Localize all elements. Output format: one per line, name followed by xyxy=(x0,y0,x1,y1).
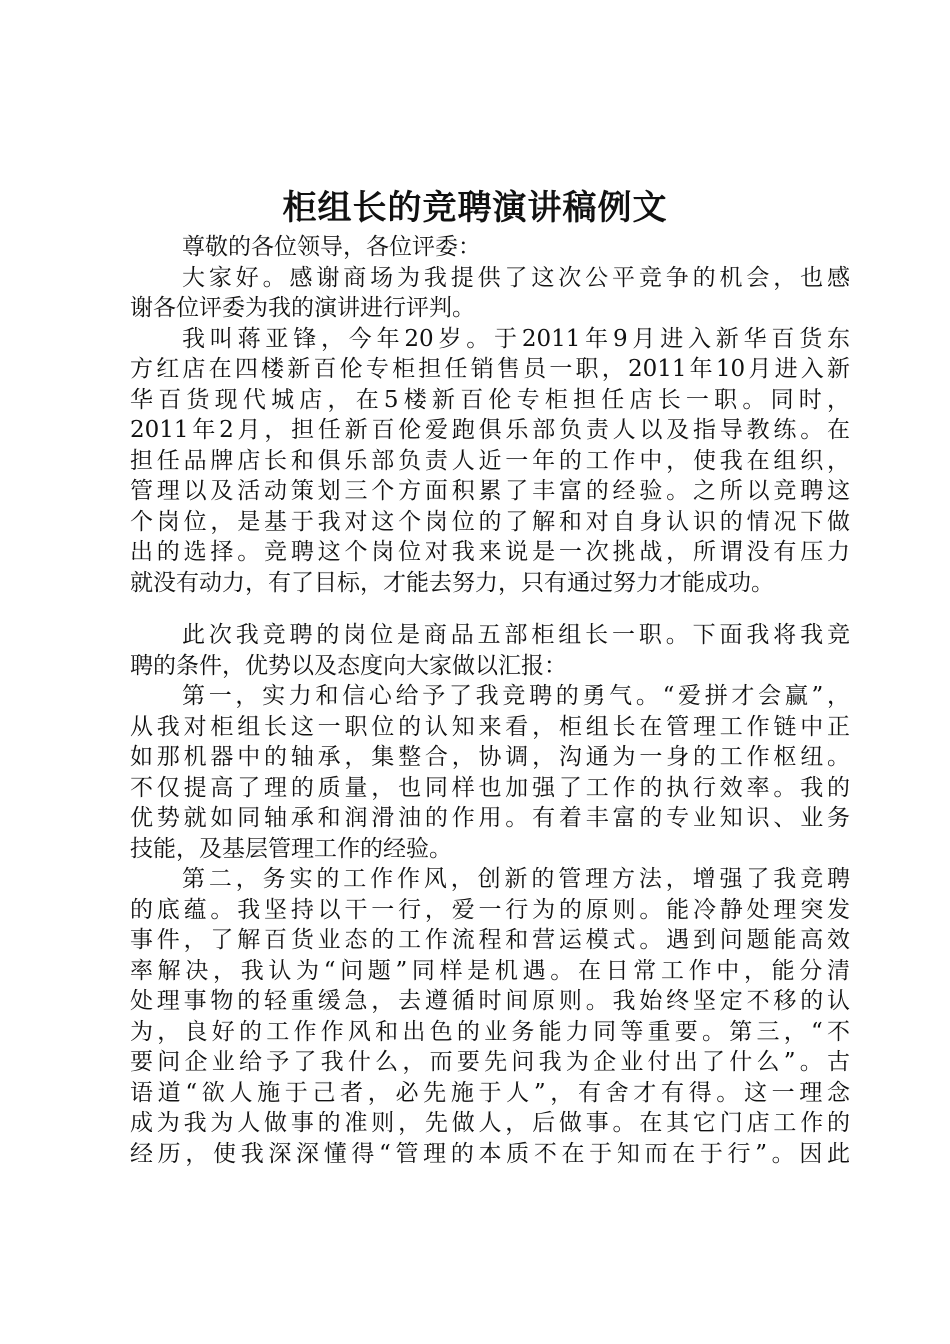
text-line: 聘的条件，优势以及态度向大家做以汇报： xyxy=(130,652,567,679)
paragraph-gap xyxy=(130,598,850,620)
text-line: 技能，及基层管理工作的经验。 xyxy=(130,835,452,862)
text-line: 第二，务实的工作作风，创新的管理方法，增强了我竞聘 xyxy=(182,866,850,892)
text-line: 为，良好的工作作风和出色的业务能力同等重要。第三，“不 xyxy=(130,1018,850,1045)
text-line: 谢各位评委为我的演讲进行评判。 xyxy=(130,295,475,321)
text-line: 语道“欲人施于己者，必先施于人”，有舍才有得。这一理念 xyxy=(130,1079,850,1106)
text-line: 此次我竞聘的岗位是商品五部柜组长一职。下面我将我竞 xyxy=(182,622,850,648)
text-line: 大家好。感谢商场为我提供了这次公平竞争的机会，也感 xyxy=(182,264,850,291)
text-line: 个岗位，是基于我对这个岗位的了解和对自身认识的情况下做 xyxy=(130,508,850,535)
text-line: 处理事物的轻重缓急，去遵循时间原则。我始终坚定不移的认 xyxy=(130,988,850,1014)
text-line: 2011年2月，担任新百伦爱跑俱乐部负责人以及指导教练。在 xyxy=(130,417,850,443)
text-line: 担任品牌店长和俱乐部负责人近一年的工作中，使我在组织， xyxy=(130,447,850,474)
text-line: 第一，实力和信心给予了我竞聘的勇气。“爱拼才会赢”， xyxy=(182,683,850,709)
salutation-line: 尊敬的各位领导，各位评委： xyxy=(182,234,481,260)
text-line: 率解决，我认为“问题”同样是机遇。在日常工作中，能分清 xyxy=(130,957,850,984)
text-line: 我叫蒋亚锋，今年20岁。于2011年9月进入新华百货东 xyxy=(182,325,850,352)
text-line: 经历，使我深深懂得“管理的本质不在于知而在于行”。因此 xyxy=(130,1140,850,1167)
text-line: 的底蕴。我坚持以干一行，爱一行为的原则。能冷静处理突发 xyxy=(130,896,850,923)
text-line: 方红店在四楼新百伦专柜担任销售员一职，2011年10月进入新 xyxy=(130,356,850,382)
text-line: 要问企业给予了我什么，而要先问我为企业付出了什么”。古 xyxy=(130,1049,850,1075)
text-line: 不仅提高了理的质量，也同样也加强了工作的执行效率。我的 xyxy=(130,774,850,801)
text-line: 成为我为人做事的准则，先做人，后做事。在其它门店工作的 xyxy=(130,1110,850,1136)
text-line: 事件，了解百货业态的工作流程和营运模式。遇到问题能高效 xyxy=(130,927,850,953)
text-line: 优势就如同轴承和润滑油的作用。有着丰富的专业知识、业务 xyxy=(130,805,850,831)
document-body xyxy=(130,232,850,1169)
text-line: 出的选择。竞聘这个岗位对我来说是一次挑战，所谓没有压力 xyxy=(130,539,850,565)
document-title: 柜组长的竞聘演讲稿例文 xyxy=(282,188,668,228)
text-line: 管理以及活动策划三个方面积累了丰富的经验。之所以竞聘这 xyxy=(130,478,850,504)
text-line: 就没有动力，有了目标，才能去努力，只有通过努力才能成功。 xyxy=(130,569,774,596)
text-line: 华百货现代城店，在5楼新百伦专柜担任店长一职。同时， xyxy=(130,386,850,413)
text-line: 从我对柜组长这一职位的认知来看，柜组长在管理工作链中正 xyxy=(130,713,850,740)
text-line: 如那机器中的轴承，集整合，协调，沟通为一身的工作枢纽。 xyxy=(130,744,850,770)
